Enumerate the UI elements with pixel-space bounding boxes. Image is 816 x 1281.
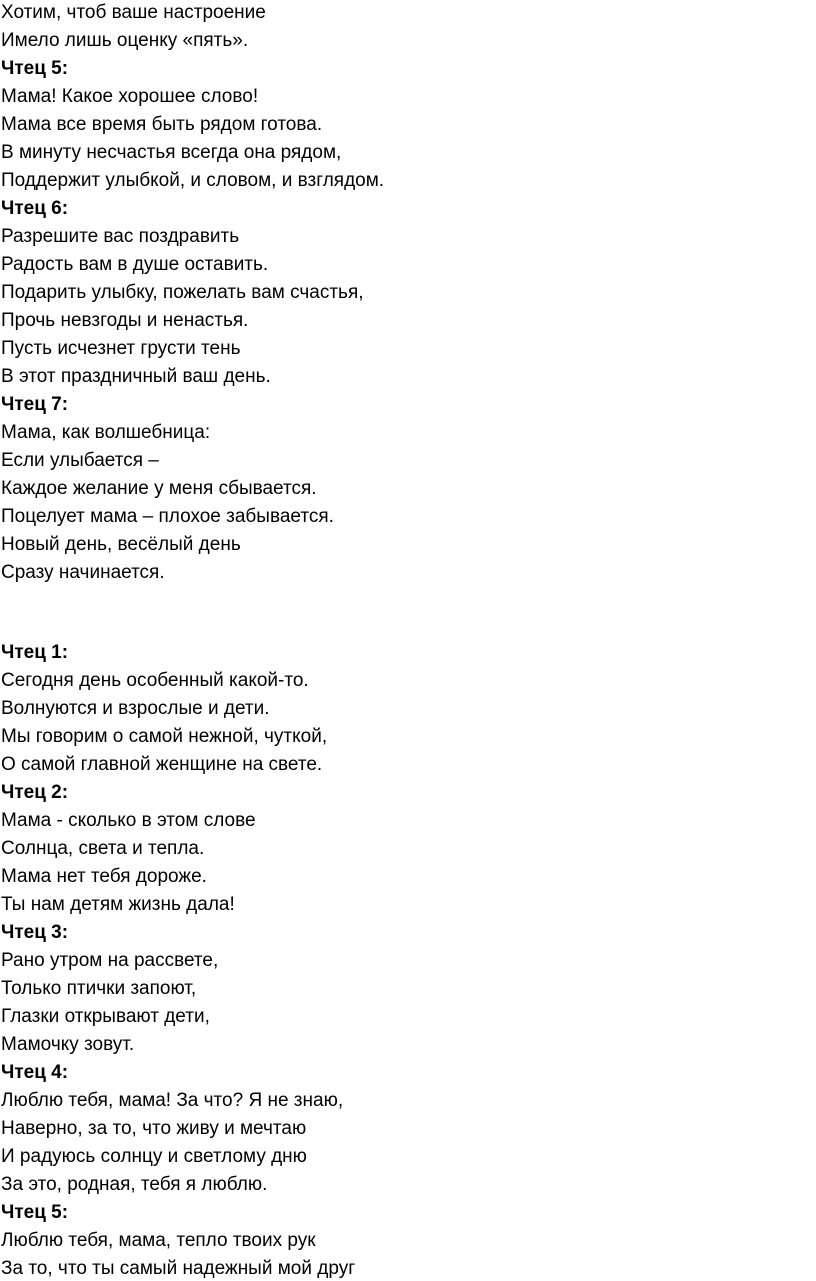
reader-heading: Чтец 6: (1, 198, 69, 219)
reader-heading: Чтец 4: (1, 1062, 69, 1083)
poem-line: Мама нет тебя дороже. (1, 866, 207, 887)
poem-line: В этот праздничный ваш день. (1, 366, 271, 387)
poem-line: Каждое желание у меня сбывается. (1, 478, 317, 499)
poem-line: За то, что ты самый надежный мой друг (1, 1258, 356, 1279)
poem-line: Хотим, чтоб ваше настроение (1, 2, 266, 23)
poem-line: Люблю тебя, мама! За что? Я не знаю, (1, 1090, 344, 1111)
reader-heading: Чтец 2: (1, 782, 69, 803)
poem-line: Разрешите вас поздравить (1, 226, 240, 247)
poem-line: Мама, как волшебница: (1, 422, 211, 443)
reader-heading: Чтец 5: (1, 1202, 69, 1223)
poem-line: Сразу начинается. (1, 562, 165, 583)
poem-line: Мамочку зовут. (1, 1034, 135, 1055)
poem-line: И радуюсь солнцу и светлому дню (1, 1146, 307, 1167)
poem-line: Люблю тебя, мама, тепло твоих рук (1, 1230, 316, 1251)
reader-heading: Чтец 1: (1, 642, 69, 663)
reader-heading: Чтец 7: (1, 394, 69, 415)
poem-line: Только птички запоют, (1, 978, 197, 999)
poem-line: Поцелует мама – плохое забывается. (1, 506, 334, 527)
poem-line: Глазки открывают дети, (1, 1006, 210, 1027)
poem-line: О самой главной женщине на свете. (1, 754, 323, 775)
poem-line: Новый день, весёлый день (1, 534, 241, 555)
poem-line: Волнуются и взрослые и дети. (1, 698, 270, 719)
poem-line: Подарить улыбку, пожелать вам счастья, (1, 282, 364, 303)
poem-line: Мы говорим о самой нежной, чуткой, (1, 726, 328, 747)
poem-line: Мама все время быть рядом готова. (1, 114, 323, 135)
poem-line: В минуту несчастья всегда она рядом, (1, 142, 342, 163)
reader-heading: Чтец 3: (1, 922, 69, 943)
poem-line: Имело лишь оценку «пять». (1, 30, 249, 51)
poem-line: Прочь невзгоды и ненастья. (1, 310, 249, 331)
poem-line: Ты нам детям жизнь дала! (1, 894, 235, 915)
poem-line: Поддержит улыбкой, и словом, и взглядом. (1, 170, 385, 191)
poem-line: Радость вам в душе оставить. (1, 254, 269, 275)
poem-line: Мама - сколько в этом слове (1, 810, 256, 831)
poem-line: Рано утром на рассвете, (1, 950, 219, 971)
poem-line: Если улыбается – (1, 450, 159, 471)
poem-line: Мама! Какое хорошее слово! (1, 86, 259, 107)
reader-heading: Чтец 5: (1, 58, 69, 79)
poem-line: Сегодня день особенный какой-то. (1, 670, 309, 691)
poem-line: Пусть исчезнет грусти тень (1, 338, 241, 359)
poem-line: Наверно, за то, что живу и мечтаю (1, 1118, 307, 1139)
poem-line: Солнца, света и тепла. (1, 838, 205, 859)
poem-line: За это, родная, тебя я люблю. (1, 1174, 268, 1195)
